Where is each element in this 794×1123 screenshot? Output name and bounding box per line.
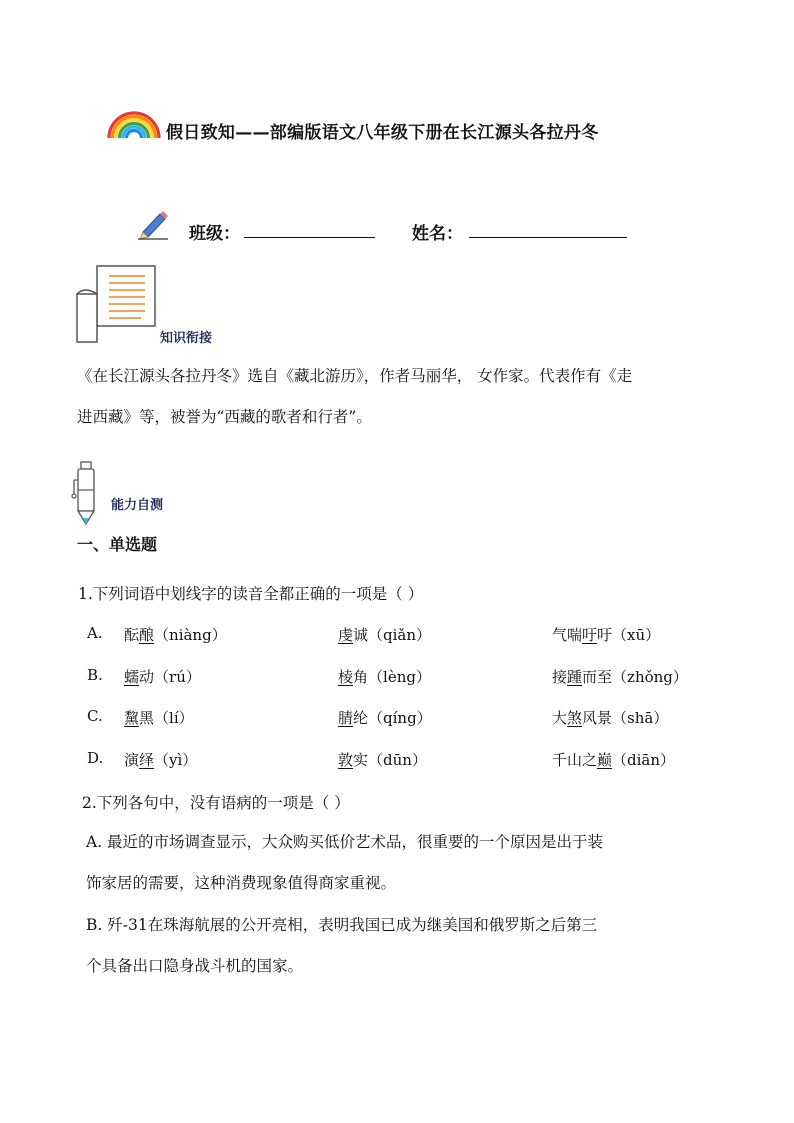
option-word (552, 707, 668, 728)
word-part: 黑 (139, 709, 155, 727)
pinyin: （lí） (154, 709, 194, 727)
class-input[interactable] (244, 237, 375, 238)
word-part: 诚 (353, 626, 369, 644)
option-label[interactable]: B. (87, 666, 103, 684)
section-heading: 一、单选题 (77, 535, 158, 554)
word-part: 角 (353, 668, 369, 686)
word-part: 接 (552, 668, 568, 686)
option-word (124, 749, 197, 770)
word-part: 气喘 (552, 626, 583, 644)
name-label: 姓名： (412, 224, 463, 244)
option-label[interactable]: D. (87, 749, 104, 767)
pinyin: （rú） (154, 668, 201, 686)
word-part: 演 (124, 751, 140, 769)
word-part: 风景 (582, 709, 613, 727)
option-word (552, 749, 675, 770)
knowledge-label: 知识衔接 (160, 331, 213, 346)
option-label[interactable]: A. (87, 624, 103, 642)
underlined-char: 巅 (597, 751, 613, 769)
option-word (338, 749, 427, 770)
option-b-line-1: B. 歼-31在珠海航展的公开亮相，表明我国已成为继美国和俄罗斯之后第三 (86, 916, 598, 934)
word-part: 纶 (353, 709, 369, 727)
option-b-line-2: 个具备出口隐身战斗机的国家。 (86, 957, 304, 975)
option-word (124, 707, 194, 728)
pinyin: （shā） (612, 709, 669, 727)
underlined-char: 踵 (567, 668, 583, 686)
underlined-char: 酿 (139, 626, 155, 644)
pinyin: （qiǎn） (368, 626, 432, 644)
option-word (124, 624, 227, 645)
class-label: 班级： (189, 224, 240, 244)
pinyin: （niàng） (154, 626, 227, 644)
pencil-icon (136, 208, 170, 240)
pen-icon (70, 460, 102, 528)
option-word (552, 624, 660, 645)
underlined-char: 虔 (338, 626, 354, 644)
option-word (338, 707, 432, 728)
pinyin: （lèng） (368, 668, 431, 686)
document-icon (75, 264, 157, 344)
word-part: 而至 (582, 668, 613, 686)
option-word (338, 624, 431, 645)
intro-line-1: 《在长江源头各拉丹冬》选自《藏北游历》，作者马丽华， 女作家。代表作有《走 (77, 367, 633, 385)
option-word (124, 666, 201, 687)
intro-line-2: 进西藏》等，被誉为“西藏的歌者和行者”。 (77, 408, 372, 426)
word-part: 酝 (124, 626, 140, 644)
underlined-char: 绎 (139, 751, 155, 769)
pinyin: （dūn） (368, 751, 427, 769)
option-a-line-2: 饰家居的需要，这种消费现象值得商家重视。 (86, 874, 397, 892)
word-part: 实 (353, 751, 369, 769)
word-part: 吁 (597, 626, 613, 644)
page-title: 假日致知——部编版语文八年级下册在长江源头各拉丹冬 (166, 123, 599, 143)
intro-paragraph (77, 356, 727, 438)
name-input[interactable] (469, 237, 627, 238)
option-a-line-1: A. 最近的市场调查显示，大众购买低价艺术品，很重要的一个原因是出于装 (86, 833, 604, 851)
word-part: 动 (139, 668, 155, 686)
question-2-stem: 2.下列各句中，没有语病的一项是（ ） (82, 794, 350, 812)
underlined-char: 煞 (567, 709, 583, 727)
question-2-option-a[interactable] (86, 822, 736, 904)
pinyin: （qíng） (368, 709, 432, 727)
rainbow-icon (106, 108, 162, 140)
option-word (338, 666, 431, 687)
pinyin: （yì） (154, 751, 198, 769)
pinyin: （zhǒng） (612, 668, 688, 686)
underlined-char: 黧 (124, 709, 140, 727)
underlined-char: 吁 (582, 626, 598, 644)
option-word (552, 666, 688, 687)
word-part: 大 (552, 709, 568, 727)
ability-label: 能力自测 (111, 498, 164, 513)
word-part: 千山之 (552, 751, 598, 769)
underlined-char: 棱 (338, 668, 354, 686)
pinyin: （xū） (612, 626, 661, 644)
question-2-option-b[interactable] (86, 905, 736, 987)
option-label[interactable]: C. (87, 707, 103, 725)
underlined-char: 敦 (338, 751, 354, 769)
pinyin: （diān） (612, 751, 676, 769)
underlined-char: 腈 (338, 709, 354, 727)
question-1-stem: 1.下列词语中划线字的读音全都正确的一项是（ ） (78, 585, 424, 603)
underlined-char: 蠕 (124, 668, 140, 686)
